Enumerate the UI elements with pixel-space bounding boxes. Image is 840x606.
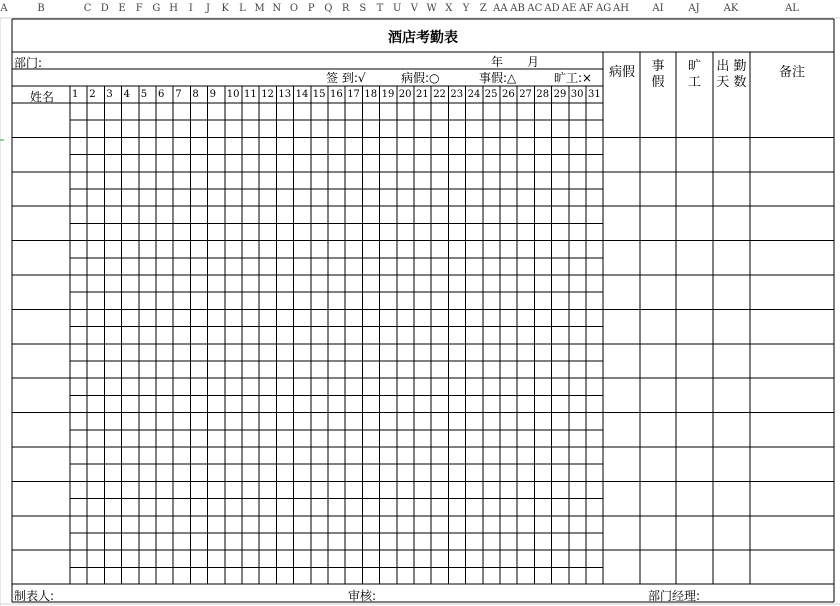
column-letter-A[interactable]: A — [0, 3, 8, 14]
day-number: 20 — [398, 89, 412, 100]
day-number: 7 — [175, 89, 182, 100]
personal-leave-header-1: 事 — [651, 59, 665, 74]
column-letter-T[interactable]: T — [376, 3, 384, 14]
column-letter-U[interactable]: U — [392, 3, 402, 14]
day-number: 27 — [519, 89, 532, 100]
column-letter-AH[interactable]: AH — [613, 3, 629, 14]
legend-absent: 旷工:× — [554, 71, 593, 85]
absent-header-2: 工 — [687, 75, 701, 90]
column-letter-I[interactable]: I — [188, 3, 193, 14]
day-number: 25 — [484, 89, 498, 100]
preparer-label: 制表人: — [14, 589, 55, 603]
reviewer-label: 审核: — [348, 589, 377, 603]
absent-header-1: 旷 — [687, 59, 701, 74]
column-letter-B[interactable]: B — [37, 3, 45, 14]
day-number: 19 — [381, 89, 395, 100]
day-number: 12 — [261, 89, 274, 100]
attendance-days-header-1: 出 勤 — [716, 59, 747, 74]
day-number: 26 — [502, 89, 515, 100]
column-letter-H[interactable]: H — [169, 3, 178, 14]
column-letter-AL[interactable]: AL — [785, 3, 799, 14]
manager-label: 部门经理: — [648, 589, 701, 603]
day-number: 2 — [89, 89, 96, 100]
column-letter-F[interactable]: F — [135, 3, 143, 14]
column-letter-AB[interactable]: AB — [510, 3, 525, 14]
column-letter-K[interactable]: K — [221, 3, 229, 14]
personal-leave-header-2: 假 — [651, 75, 665, 90]
column-letter-R[interactable]: R — [341, 3, 350, 14]
column-letter-Y[interactable]: Y — [462, 3, 470, 14]
column-letter-AG[interactable]: AG — [595, 3, 612, 14]
day-number: 29 — [553, 89, 567, 100]
day-number: 9 — [209, 89, 216, 100]
column-letter-P[interactable]: P — [307, 3, 315, 14]
column-letter-Z[interactable]: Z — [479, 3, 487, 14]
sheet-title: 酒店考勤表 — [388, 30, 458, 46]
day-number: 3 — [106, 89, 113, 100]
day-number: 18 — [364, 89, 378, 100]
column-letter-W[interactable]: W — [426, 3, 437, 14]
column-letter-AD[interactable]: AD — [544, 3, 560, 14]
column-letter-N[interactable]: N — [272, 3, 282, 14]
column-letter-AE[interactable]: AE — [561, 3, 577, 14]
column-letter-M[interactable]: M — [254, 3, 265, 14]
column-letter-L[interactable]: L — [239, 3, 246, 14]
column-letter-G[interactable]: G — [152, 3, 161, 14]
legend-personal: 事假:△ — [479, 71, 517, 85]
column-letter-Q[interactable]: Q — [324, 3, 333, 14]
day-number: 17 — [347, 89, 360, 100]
day-number: 6 — [158, 89, 165, 100]
day-number: 30 — [570, 89, 584, 100]
day-number: 14 — [295, 89, 309, 100]
column-letter-J[interactable]: J — [205, 3, 210, 14]
day-number: 5 — [140, 89, 148, 100]
column-letter-V[interactable]: V — [410, 3, 418, 14]
day-number: 11 — [244, 89, 257, 100]
day-number: 13 — [278, 89, 292, 100]
day-number: 28 — [536, 89, 550, 100]
column-letter-X[interactable]: X — [445, 3, 453, 14]
day-number: 4 — [123, 89, 130, 100]
name-header: 姓名 — [29, 90, 54, 104]
day-number: 31 — [588, 89, 601, 100]
attendance-days-header-2: 天 数 — [716, 75, 747, 90]
day-number: 24 — [467, 89, 481, 100]
remarks-header: 备注 — [778, 65, 805, 80]
column-letter-E[interactable]: E — [118, 3, 126, 14]
column-letter-AA[interactable]: AA — [493, 3, 508, 14]
legend-signin: 签 到:√ — [326, 71, 366, 85]
column-letter-AF[interactable]: AF — [579, 3, 594, 14]
day-number: 22 — [433, 89, 446, 100]
day-number: 21 — [416, 89, 429, 100]
department-label: 部门: — [14, 56, 43, 70]
column-letter-D[interactable]: D — [100, 3, 109, 14]
column-letter-AI[interactable]: AI — [652, 3, 664, 14]
day-number: 8 — [192, 89, 199, 100]
column-letter-AK[interactable]: AK — [723, 3, 739, 14]
legend-sick: 病假:○ — [401, 71, 440, 85]
day-number: 15 — [312, 89, 326, 100]
column-letter-S[interactable]: S — [359, 3, 367, 14]
column-letter-AJ[interactable]: AJ — [688, 3, 700, 14]
day-number: 16 — [330, 89, 343, 100]
column-letter-AC[interactable]: AC — [527, 3, 543, 14]
month-label: 月 — [527, 55, 540, 69]
day-number: 1 — [72, 89, 79, 100]
column-letter-C[interactable]: C — [83, 3, 92, 14]
day-number: 10 — [226, 89, 240, 100]
day-number: 23 — [450, 89, 464, 100]
column-letter-O[interactable]: O — [289, 3, 299, 14]
sick-leave-header: 病假 — [608, 65, 635, 80]
year-label: 年 — [491, 55, 504, 69]
